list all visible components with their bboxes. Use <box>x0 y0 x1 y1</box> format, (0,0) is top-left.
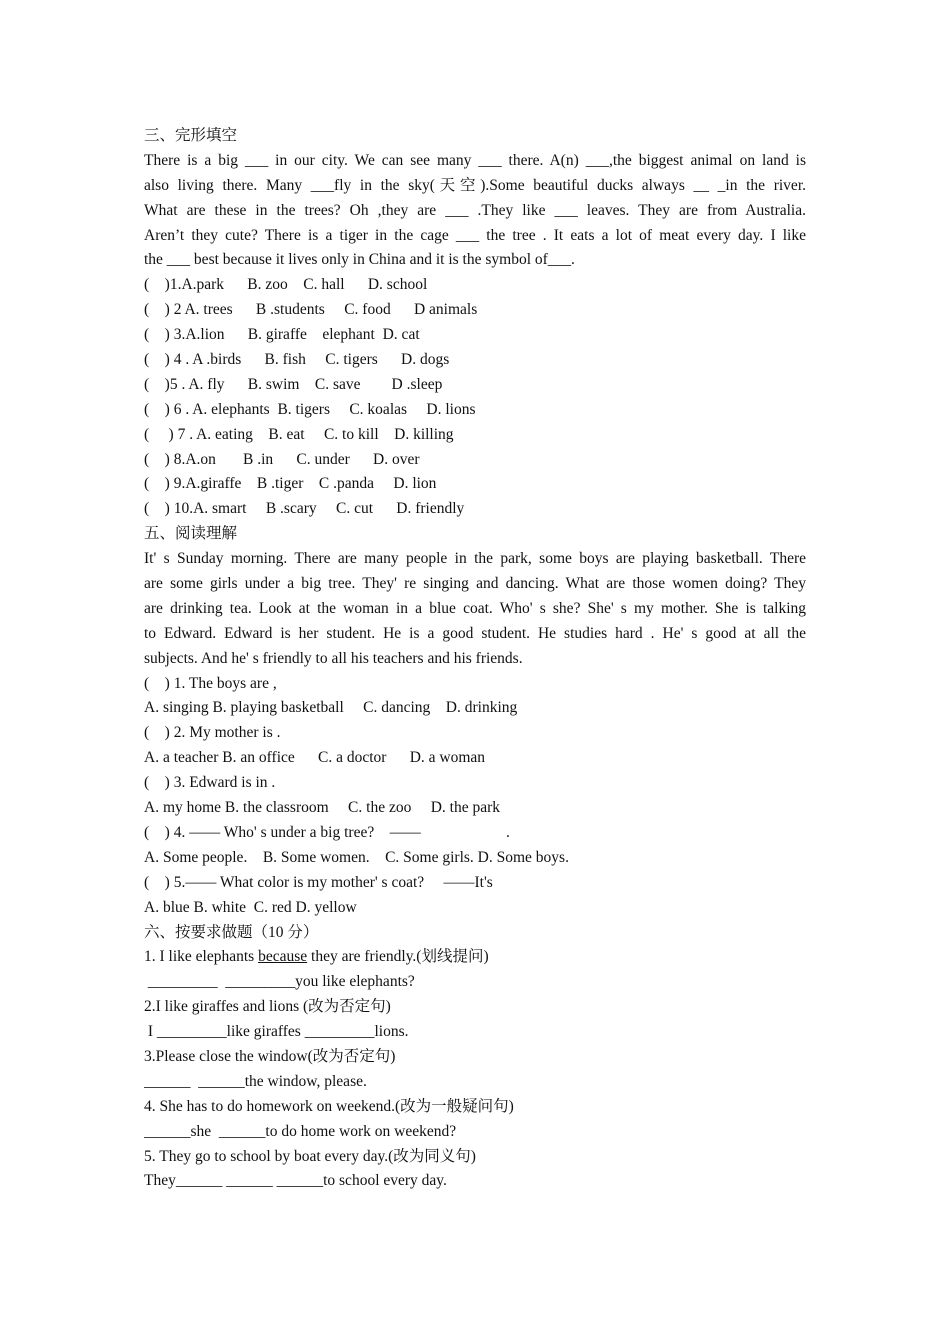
worksheet-page <box>144 124 806 1194</box>
rewrite-question-3: 3.Please close the window(改为否定句) <box>144 1047 396 1065</box>
reading-options-2: A. a teacher B. an office C. a doctor D. a woman <box>144 749 486 767</box>
rewrite-answer-1: _________ _________you like elephants? <box>144 973 415 991</box>
cloze-question-7: ( ) 7 . A. eating B. eat C. to kill D. killing <box>144 425 454 443</box>
cloze-passage-line-5: the ___ best because it lives only in China and it is the symbol of___. <box>144 251 575 269</box>
reading-question-2: ( ) 2. My mother is . <box>144 724 281 742</box>
cloze-question-6: ( ) 6 . A. elephants B. tigers C. koalas D. lions <box>144 400 476 418</box>
cloze-question-2: ( ) 2 A. trees B .students C. food D animals <box>144 301 478 319</box>
reading-options-1: A. singing B. playing basketball C. dancing D. drinking <box>144 699 518 717</box>
reading-question-5: ( ) 5.—— What color is my mother' s coat? ——It's <box>144 873 493 891</box>
section-heading-reading: 五、阅读理解 <box>144 525 238 543</box>
cloze-question-1: ( )1.A.park B. zoo C. hall D. school <box>144 276 428 294</box>
rewrite-answer-5: They______ ______ ______to school every day. <box>144 1172 447 1190</box>
rewrite-q1-underlined-word: because <box>258 948 308 966</box>
reading-question-4: ( ) 4. —— Who' s under a big tree? —— . <box>144 823 510 841</box>
rewrite-q1-text-before: 1. I like elephants <box>144 948 259 966</box>
cloze-passage-line-3: What are these in the trees? Oh ,they are ___ .They like ___ leaves. They are from Australia. <box>144 201 806 219</box>
reading-passage-line-5: subjects. And he' s friendly to all his teachers and his friends. <box>144 649 523 667</box>
reading-question-3: ( ) 3. Edward is in . <box>144 774 276 792</box>
rewrite-answer-2: I _________like giraffes _________lions. <box>144 1023 409 1041</box>
reading-passage-line-1: It' s Sunday morning. There are many people in the park, some boys are playing basketball. There <box>144 550 806 568</box>
rewrite-question-4: 4. She has to do homework on weekend.(改为一般疑问句) <box>144 1097 514 1115</box>
cloze-question-8: ( ) 8.A.on B .in C. under D. over <box>144 450 420 468</box>
cloze-question-4: ( ) 4 . A .birds B. fish C. tigers D. dogs <box>144 351 450 369</box>
reading-options-3: A. my home B. the classroom C. the zoo D. the park <box>144 799 501 817</box>
rewrite-question-5: 5. They go to school by boat every day.(改为同义句) <box>144 1147 476 1165</box>
reading-passage-line-4: to Edward. Edward is her student. He is a good student. He studies hard . He' s good at all the <box>144 624 806 642</box>
reading-options-5: A. blue B. white C. red D. yellow <box>144 898 357 916</box>
cloze-passage-line-4: Aren’t they cute? There is a tiger in the cage ___ the tree . It eats a lot of meat every day. I like <box>144 226 806 244</box>
reading-options-4: A. Some people. B. Some women. C. Some girls. D. Some boys. <box>144 848 569 866</box>
section-heading-cloze: 三、完形填空 <box>144 127 238 144</box>
reading-question-1: ( ) 1. The boys are , <box>144 674 277 692</box>
cloze-question-5: ( )5 . A. fly B. swim C. save D .sleep <box>144 375 443 393</box>
reading-passage-line-3: are drinking tea. Look at the woman in a blue coat. Who' s she? She' s my mother. She is talking <box>144 599 806 617</box>
reading-passage-line-2: are some girls under a big tree. They' re singing and dancing. What are those women doing? They <box>144 575 806 593</box>
rewrite-answer-4: ______she ______to do home work on weekend? <box>144 1122 457 1140</box>
rewrite-question-1 <box>144 945 806 970</box>
cloze-passage-line-2: also living there. Many ___fly in the sky(天空).Some beautiful ducks always __ _in the river. <box>144 176 806 194</box>
rewrite-q1-text-after: they are friendly.(划线提问) <box>307 948 489 966</box>
cloze-question-10: ( ) 10.A. smart B .scary C. cut D. friendly <box>144 500 465 518</box>
rewrite-answer-3: ______ ______the window, please. <box>144 1072 367 1090</box>
cloze-question-3: ( ) 3.A.lion B. giraffe elephant D. cat <box>144 326 420 344</box>
section-heading-rewrite: 六、按要求做题（10 分） <box>144 923 319 941</box>
cloze-passage-line-1: There is a big ___ in our city. We can see many ___ there. A(n) ___,the biggest animal on land is <box>144 151 806 169</box>
cloze-question-9: ( ) 9.A.giraffe B .tiger C .panda D. lion <box>144 475 437 493</box>
rewrite-question-2: 2.I like giraffes and lions (改为否定句) <box>144 998 391 1016</box>
